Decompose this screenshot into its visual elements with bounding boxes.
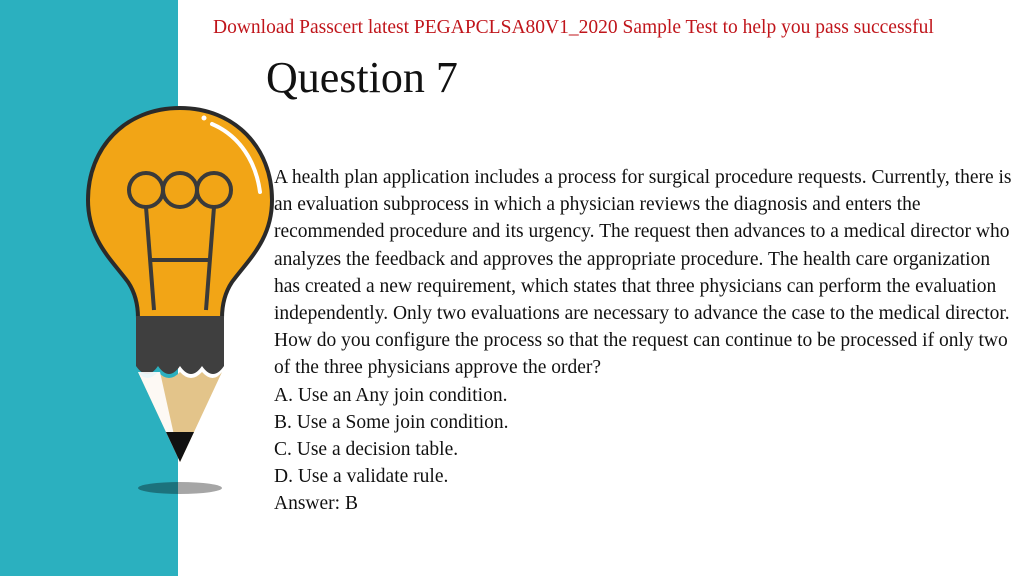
download-banner: Download Passcert latest PEGAPCLSA80V1_2020 Sample Test to help you pass successful (213, 17, 934, 38)
question-prompt: How do you configure the process so that the request can continue to be processed if only two of the three physicians approve the order? (274, 330, 1008, 379)
question-title: Question 7 (266, 53, 458, 102)
option-c: C. Use a decision table. (274, 439, 459, 461)
question-stem: A health plan application includes a process for surgical procedure requests. Currently, there is an evaluation subprocess in which a physician reviews the diagnosis and enters the recommended procedure and its urgency. The request then advances to a medical director who analyzes the feedback and approves the appropriate procedure. The health care organization has created a new requirement, which states that three physicians can perform the evaluation independently. Only two evaluations are necessary to advance the case to the medical director. (274, 167, 1012, 325)
question-body (274, 164, 1019, 518)
lightbulb-pencil-icon (80, 100, 280, 500)
option-b: B. Use a Some join condition. (274, 411, 509, 433)
option-a: A. Use an Any join condition. (274, 384, 508, 406)
option-d: D. Use a validate rule. (274, 466, 449, 488)
answer-line: Answer: B (274, 493, 358, 515)
